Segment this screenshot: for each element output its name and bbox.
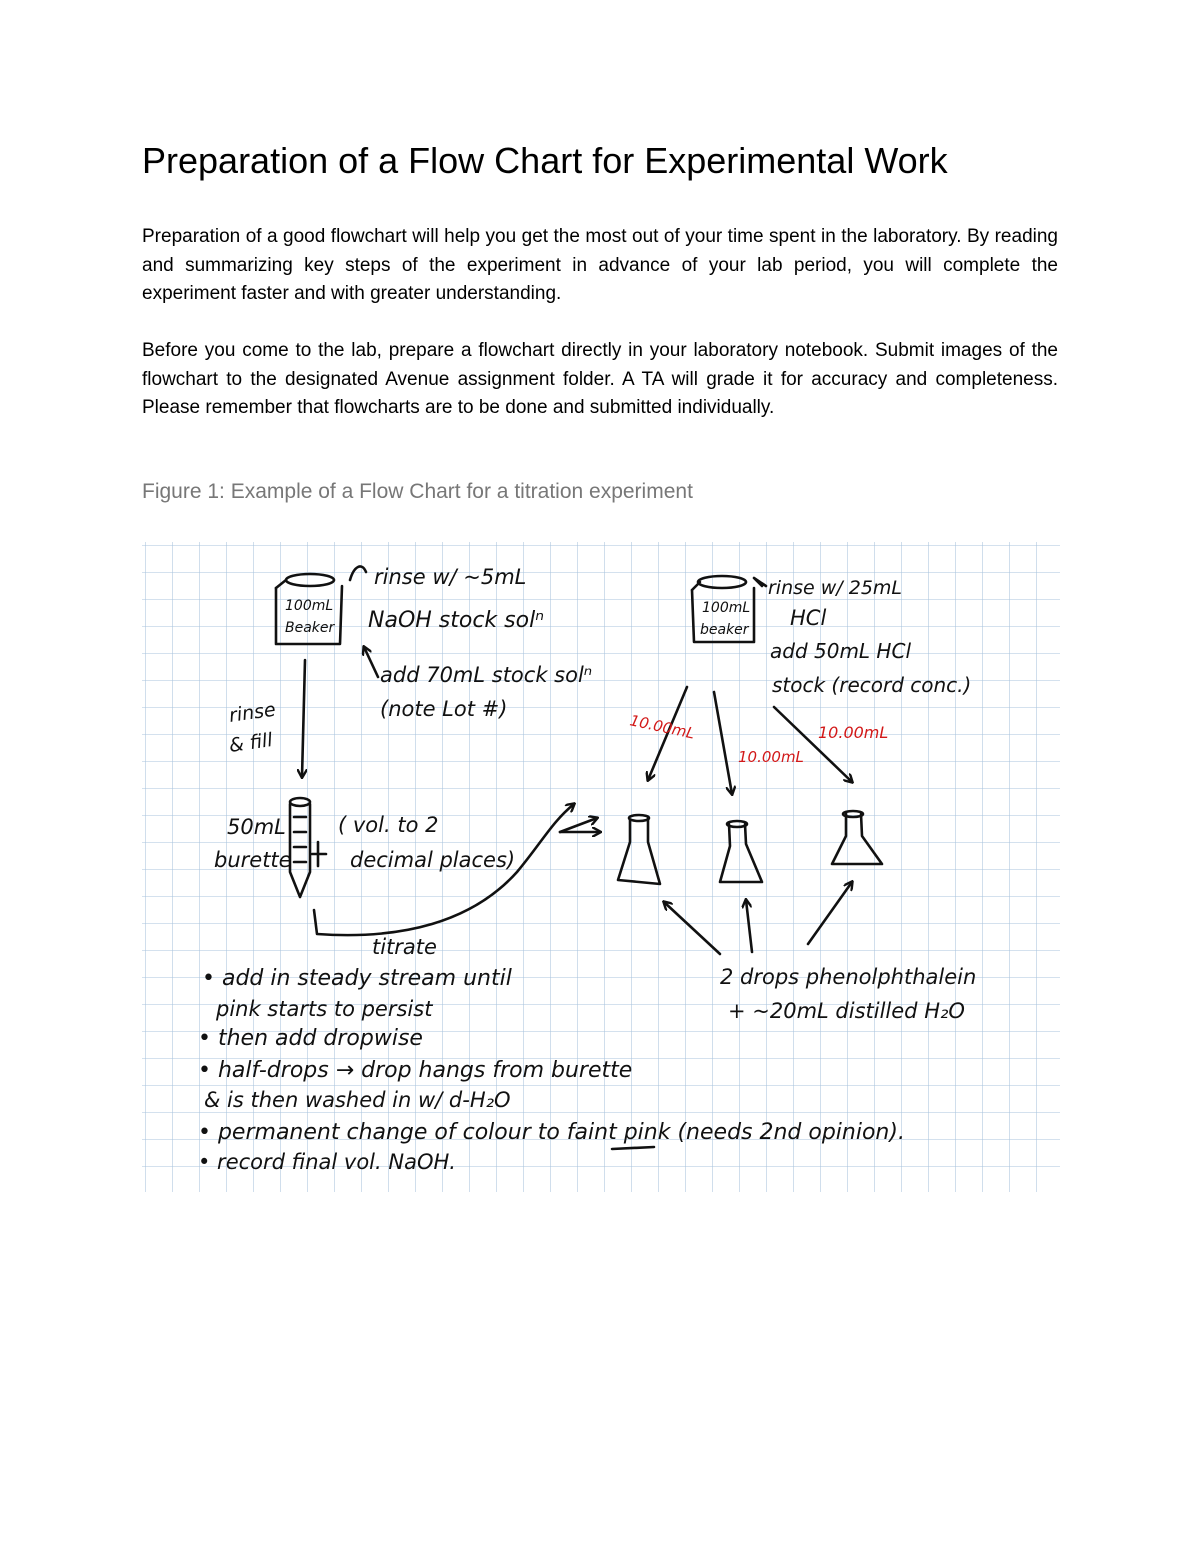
procedure-bullet-1b: pink starts to persist	[216, 997, 433, 1021]
flowchart-figure	[142, 542, 1060, 1192]
procedure-bullet-2: • then add dropwise	[198, 1026, 423, 1051]
burette-vol-label-1: ( vol. to 2	[338, 813, 439, 837]
note-lot-label: (note Lot #)	[380, 697, 508, 721]
flowchart-drawing	[142, 542, 1060, 1192]
burette-label-1: 50mL	[227, 815, 286, 839]
add-stock-label: add 70mL stock solⁿ	[380, 663, 593, 687]
right-beaker-label-2: beaker	[700, 622, 749, 638]
rinse-fill-label-1: rinse	[227, 698, 277, 727]
right-rinse-label: rinse w/ 25mL	[768, 577, 903, 599]
left-beaker-label-1: 100mL	[285, 598, 334, 614]
burette-label-2: burette	[214, 848, 292, 872]
titrate-label: titrate	[372, 935, 437, 959]
page-title: Preparation of a Flow Chart for Experimental Work	[142, 140, 948, 181]
procedure-bullet-1a: • add in steady stream until	[202, 966, 512, 991]
hcl-label: HCl	[790, 606, 827, 630]
figure-caption: Figure 1: Example of a Flow Chart for a titration experiment	[142, 480, 693, 503]
indicator-label-1: 2 drops phenolphthalein	[720, 965, 977, 989]
volume-label-2: 10.00mL	[738, 748, 804, 766]
procedure-bullet-3b: & is then washed in w/ d-H₂O	[204, 1088, 511, 1112]
volume-label-1: 10.00mL	[628, 711, 697, 743]
naoh-stock-label: NaOH stock solⁿ	[368, 608, 544, 633]
right-beaker-label-1: 100mL	[702, 600, 751, 616]
procedure-bullet-5: • record final vol. NaOH.	[198, 1150, 456, 1174]
add-hcl-label: add 50mL HCl	[770, 639, 911, 663]
intro-paragraph: Preparation of a good flowchart will help you get the most out of your time spent in the laboratory. By reading and summarizing key steps of the experiment in advance of your lab period, you will complete the experiment faster and with greater understanding.	[142, 226, 1058, 304]
procedure-bullet-3a: • half-drops → drop hangs from burette	[198, 1058, 633, 1083]
volume-label-3: 10.00mL	[818, 723, 889, 742]
stock-conc-label: stock (record conc.)	[772, 673, 972, 697]
burette-vol-label-2: decimal places)	[350, 848, 516, 872]
rinse-fill-label-2: & fill	[227, 729, 274, 757]
left-beaker-label-2: Beaker	[285, 620, 335, 636]
procedure-bullet-4: • permanent change of colour to faint pink (needs 2nd opinion).	[198, 1120, 905, 1145]
instructions-paragraph: Before you come to the lab, prepare a flowchart directly in your laboratory notebook. Submit images of the flowchart to the designated Avenue assignment folder. A TA will grade it for accuracy and completeness. Please remember that flowcharts are to be done and submitted individually.	[142, 340, 1058, 418]
left-rinse-label: rinse w/ ~5mL	[374, 565, 527, 589]
indicator-label-2: + ~20mL distilled H₂O	[728, 999, 965, 1023]
